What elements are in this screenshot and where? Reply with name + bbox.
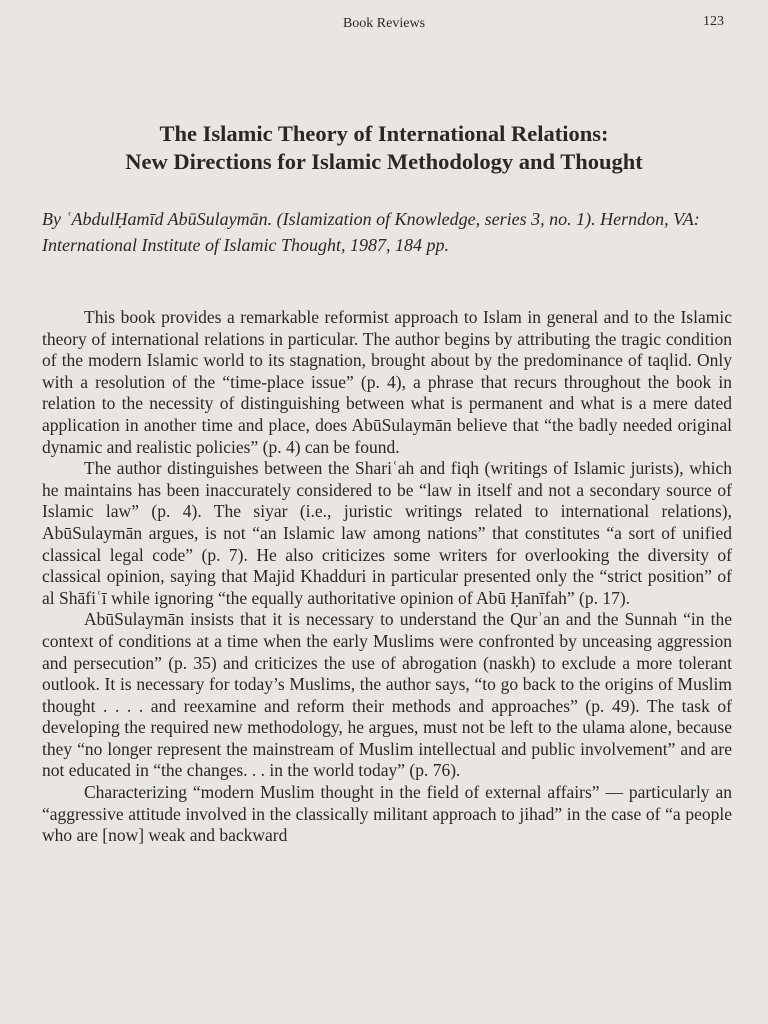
paragraph: The author distinguishes between the Shariʿah and fiqh (writings of Islamic jurists), which he maintains has been inaccurately considered to be “law in itself and not a secondary source of Islamic law” (p. 4). The siyar (i.e., juristic writings related to international relations), AbūSulaymān argues, is not “an Islamic law among nations” that constitutes “a sort of unified classical legal code” (p. 7). He also criticizes some writers for overlooking the diversity of classical opinion, saying that Majid Khadduri in particular presented only the “strict position” of al Shāfiʿī while ignoring “the equally authoritative opinion of Abū Ḥanīfah” (p. 17). xyxy=(42,458,732,608)
section-title: Book Reviews xyxy=(342,16,426,31)
paragraph: Characterizing “modern Muslim thought in the field of external affairs” — particularly an “aggressive attitude involved in the classically militant approach to jihad” in the case of “a people who are [now] weak and backward xyxy=(42,782,732,846)
review-body xyxy=(42,307,732,847)
running-head xyxy=(0,14,768,34)
paragraph: AbūSulaymān insists that it is necessary to understand the Qurʾan and the Sunnah “in the context of conditions at a time when the early Muslims were confronted by unceasing aggression and persecution” (p. 35) and criticizes the use of abrogation (naskh) to exclude a more tolerant outlook. It is necessary for today’s Muslims, the author says, “to go back to the origins of Muslim thought . . . . and reexamine and reform their methods and approaches” (p. 49). The task of developing the required new methodology, he argues, must not be left to the ulama alone, because they “no longer represent the mainstream of Muslim intellectual and public involvement” and are not educated in “the changes. . . in the world today” (p. 76). xyxy=(42,609,732,781)
byline: By ʿAbdulḤamīd AbūSulaymān. (Islamization of Knowledge, series 3, no. 1). Herndon, VA: International Institute of Islamic Thought, 1987, 184 pp. xyxy=(42,209,700,255)
title-line-2: New Directions for Islamic Methodology and Thought xyxy=(125,149,643,174)
page-number: 123 xyxy=(703,14,724,29)
title-line-1: The Islamic Theory of International Relations: xyxy=(159,121,609,146)
review-title xyxy=(30,120,738,176)
paragraph: This book provides a remarkable reformist approach to Islam in general and to the Islamic theory of international relations in particular. The author begins by attributing the tragic condition of the modern Islamic world to its stagnation, brought about by the predominance of taqlid. Only with a resolution of the “time-place issue” (p. 4), a phrase that recurs throughout the book in relation to the necessity of distinguishing between what is permanent and what is a mere dated application in another time and place, does AbūSulaymān believe that “the badly needed original dynamic and realistic policies” (p. 4) can be found. xyxy=(42,307,732,457)
